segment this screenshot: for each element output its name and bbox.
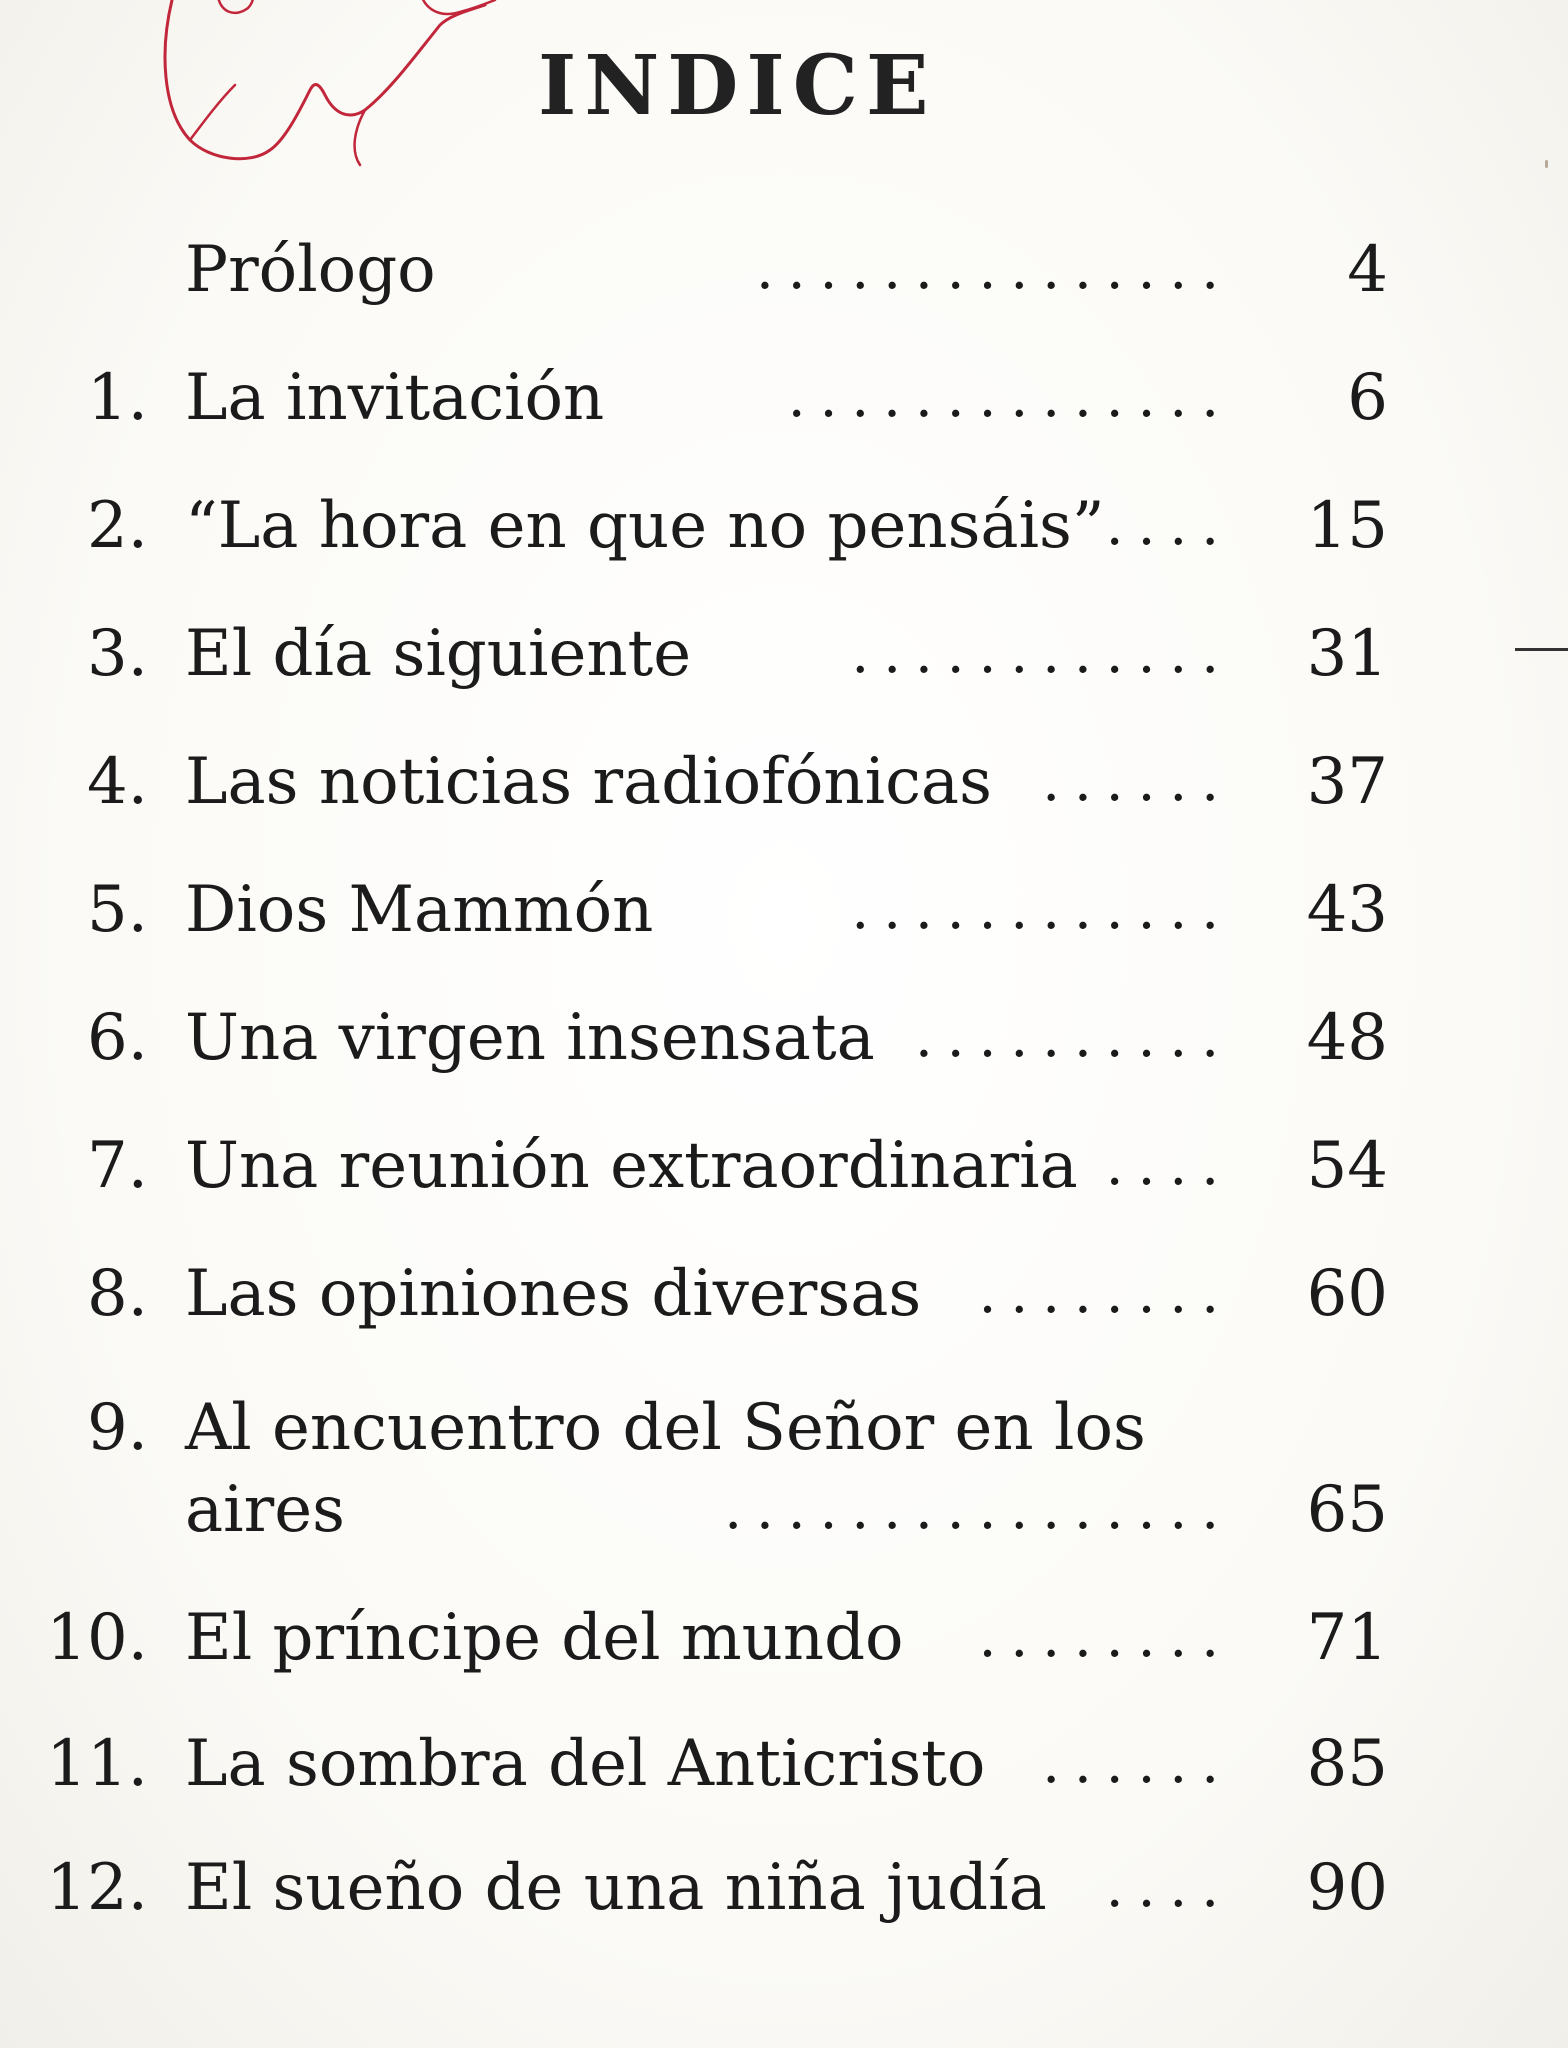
entry-page-number: 15: [1306, 489, 1388, 563]
red-ink-doodle-icon: [150, 0, 530, 190]
entry-title: El sueño de una niña judía: [185, 1851, 1047, 1925]
dot-leader: ....: [1105, 493, 1233, 558]
dot-leader: ........: [978, 1261, 1233, 1326]
dot-leader: ....: [1105, 1855, 1233, 1920]
entry-number: 10.: [46, 1601, 148, 1675]
dot-leader: ..........: [914, 1005, 1233, 1070]
dot-leader: ......: [1042, 1731, 1233, 1796]
entry-title: La sombra del Anticristo: [185, 1727, 986, 1801]
paper-speck: [1545, 160, 1548, 168]
entry-page-number: 71: [1306, 1601, 1388, 1675]
entry-title: Una reunión extraordinaria: [185, 1129, 1078, 1203]
entry-title: La invitación: [185, 361, 605, 435]
entry-page-number: 4: [1347, 233, 1388, 307]
entry-page-number: 43: [1306, 873, 1388, 947]
entry-title: El día siguiente: [185, 617, 692, 691]
entry-title: Una virgen insensata: [185, 1001, 875, 1075]
entry-page-number: 6: [1347, 361, 1388, 435]
dot-leader: ........: [978, 1605, 1233, 1670]
entry-page-number: 90: [1306, 1851, 1388, 1925]
dot-leader: ............: [851, 877, 1233, 942]
entry-page-number: 54: [1306, 1129, 1388, 1203]
entry-number: 6.: [86, 1001, 148, 1075]
entry-page-number: 48: [1306, 1001, 1388, 1075]
entry-number: 3.: [86, 617, 148, 691]
entry-number: 9.: [86, 1391, 148, 1465]
entry-number: 1.: [86, 361, 148, 435]
entry-number: 5.: [86, 873, 148, 947]
entry-title: Al encuentro del Señor en los: [185, 1391, 1146, 1465]
entry-title: Prólogo: [185, 233, 436, 307]
dot-leader: ............: [851, 621, 1233, 686]
entry-title: El príncipe del mundo: [185, 1601, 904, 1675]
entry-page-number: 31: [1306, 617, 1388, 691]
entry-title: Las noticias radiofónicas: [185, 745, 992, 819]
entry-number: 7.: [86, 1129, 148, 1203]
page-title: INDICE: [538, 38, 937, 134]
entry-number: 11.: [46, 1727, 148, 1801]
entry-title: Las opiniones diversas: [185, 1257, 922, 1331]
entry-number: 12.: [46, 1851, 148, 1925]
entry-page-number: 60: [1306, 1257, 1388, 1331]
dot-leader: ....: [1105, 1133, 1233, 1198]
entry-page-number: 37: [1306, 745, 1388, 819]
margin-pencil-mark: [1515, 648, 1568, 651]
entry-number: 8.: [86, 1257, 148, 1331]
entry-title-continuation: aires: [185, 1473, 345, 1547]
dot-leader: ..............: [787, 365, 1233, 430]
dot-leader: ......: [1042, 749, 1233, 814]
entry-number: 2.: [86, 489, 148, 563]
entry-title: “La hora en que no pensáis”: [185, 489, 1105, 563]
entry-number: 4.: [86, 745, 148, 819]
entry-page-number: 65: [1306, 1473, 1388, 1547]
dot-leader: ................: [724, 1477, 1233, 1542]
dot-leader: ...............: [755, 237, 1233, 302]
entry-page-number: 85: [1306, 1727, 1388, 1801]
entry-title: Dios Mammón: [185, 873, 654, 947]
